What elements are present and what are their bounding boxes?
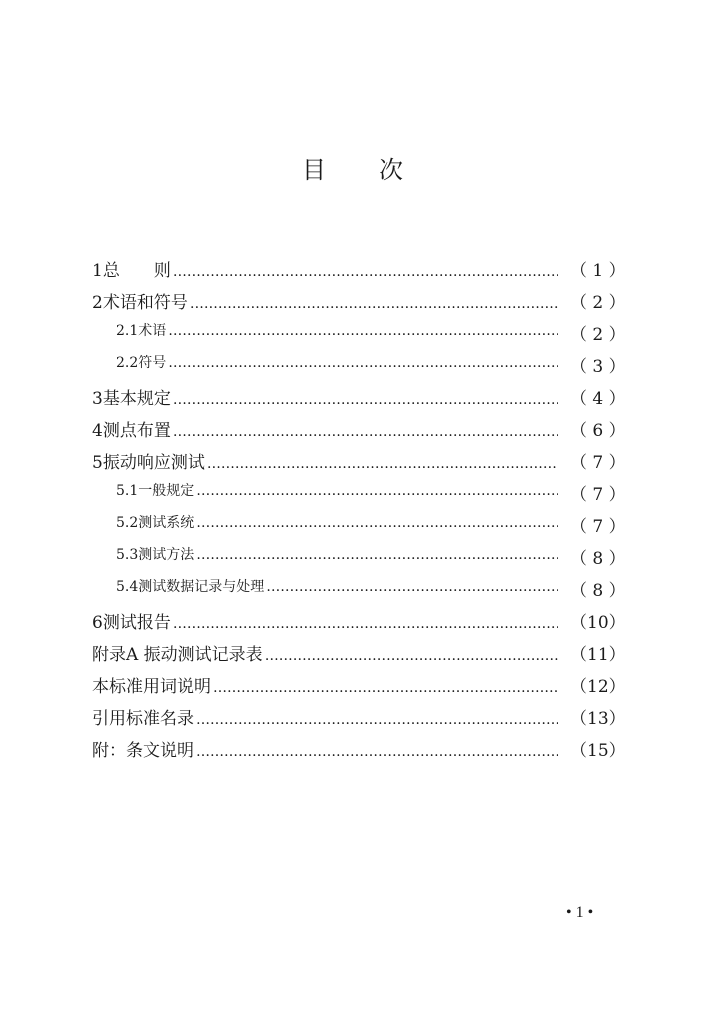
toc-dot-leader xyxy=(173,392,558,408)
toc-entry-label: 振动响应测试 xyxy=(102,453,205,473)
toc-entry-number: 5 xyxy=(92,453,103,473)
toc-dot-leader xyxy=(190,296,558,312)
toc-entry-page: （10） xyxy=(570,613,626,633)
toc-entry-number: 1 xyxy=(92,261,103,281)
toc-entry-page: （ 7 ） xyxy=(570,517,626,537)
toc-entry-number: 3 xyxy=(92,389,103,409)
toc-entry-wording[interactable] xyxy=(92,672,626,698)
toc-entry-5-3[interactable] xyxy=(116,544,626,570)
toc-entry-2[interactable] xyxy=(92,288,626,314)
toc-entry-number: 6 xyxy=(92,613,103,633)
toc-entry-label: 测试系统 xyxy=(138,515,195,531)
toc-entry-label: 总 则 xyxy=(102,261,171,281)
toc-entry-label: 符号 xyxy=(138,355,167,371)
toc-entry-5-4[interactable] xyxy=(116,576,626,602)
toc-entry-page: （ 7 ） xyxy=(570,453,626,473)
toc-dot-leader xyxy=(196,744,558,760)
page-number: • 1 • xyxy=(566,904,594,921)
toc-entry-page: （ 7 ） xyxy=(570,485,626,505)
title-char-2: 次 xyxy=(379,156,404,184)
toc-entry-page: （15） xyxy=(570,741,626,761)
toc-entry-5[interactable] xyxy=(92,448,626,474)
toc-entry-label: 术语和符号 xyxy=(102,293,188,313)
toc-entry-appendix-a[interactable] xyxy=(92,640,626,666)
toc-dot-leader xyxy=(173,424,558,440)
toc-dot-leader xyxy=(266,579,558,595)
toc-dot-leader xyxy=(265,648,558,664)
toc-entry-page: （11） xyxy=(570,645,626,665)
toc-dot-leader xyxy=(173,616,558,632)
toc-entry-2-1[interactable] xyxy=(116,320,626,346)
toc-entry-number: 4 xyxy=(92,421,103,441)
toc-entry-4[interactable] xyxy=(92,416,626,442)
toc-entry-1[interactable] xyxy=(92,256,626,282)
toc-entry-number: 5.1 xyxy=(116,483,139,499)
toc-entry-label: 测点布置 xyxy=(102,421,171,441)
toc-entry-label: 附：条文说明 xyxy=(92,741,194,761)
toc-entry-5-1[interactable] xyxy=(116,480,626,506)
toc-dot-leader xyxy=(196,712,558,728)
toc-dot-leader xyxy=(196,515,558,531)
toc-dot-leader xyxy=(196,547,558,563)
toc-entry-page: （ 3 ） xyxy=(570,357,626,377)
toc-entry-number: 5.4 xyxy=(116,579,139,595)
toc-entry-5-2[interactable] xyxy=(116,512,626,538)
toc-entry-label: 本标准用词说明 xyxy=(92,677,211,697)
toc-entry-number: 2.2 xyxy=(116,355,139,371)
toc-entry-label: 附录A 振动测试记录表 xyxy=(92,645,263,665)
toc-entry-number: 5.2 xyxy=(116,515,139,531)
toc-entry-label: 测试报告 xyxy=(102,613,171,633)
toc-dot-leader xyxy=(168,323,558,339)
toc-dot-leader xyxy=(213,680,558,696)
toc-entry-references[interactable] xyxy=(92,704,626,730)
toc-dot-leader xyxy=(168,355,558,371)
toc-dot-leader xyxy=(173,264,558,280)
title-char-1: 目 xyxy=(302,156,327,184)
toc-entry-commentary[interactable] xyxy=(92,736,626,762)
toc-entry-2-2[interactable] xyxy=(116,352,626,378)
toc-entry-page: （ 8 ） xyxy=(570,549,626,569)
toc-entry-page: （ 2 ） xyxy=(570,325,626,345)
toc-entry-page: （ 1 ） xyxy=(570,261,626,281)
toc-entry-label: 测试方法 xyxy=(138,547,195,563)
toc-entry-number: 5.3 xyxy=(116,547,139,563)
toc-entry-label: 引用标准名录 xyxy=(92,709,194,729)
toc-entry-page: （ 2 ） xyxy=(570,293,626,313)
toc-entry-label: 测试数据记录与处理 xyxy=(138,579,265,595)
toc-entry-6[interactable] xyxy=(92,608,626,634)
toc-dot-leader xyxy=(207,456,558,472)
toc-entry-number: 2.1 xyxy=(116,323,139,339)
toc-entry-label: 基本规定 xyxy=(102,389,171,409)
toc-entry-number: 2 xyxy=(92,293,103,313)
toc-entry-label: 一般规定 xyxy=(138,483,195,499)
toc-dot-leader xyxy=(196,483,558,499)
toc-entry-page: （12） xyxy=(570,677,626,697)
toc-entry-label: 术语 xyxy=(138,323,167,339)
toc-entry-page: （ 6 ） xyxy=(570,421,626,441)
toc-entry-page: （ 8 ） xyxy=(570,581,626,601)
page-title xyxy=(0,150,706,185)
toc-entry-page: （13） xyxy=(570,709,626,729)
toc-entry-page: （ 4 ） xyxy=(570,389,626,409)
toc-entry-3[interactable] xyxy=(92,384,626,410)
